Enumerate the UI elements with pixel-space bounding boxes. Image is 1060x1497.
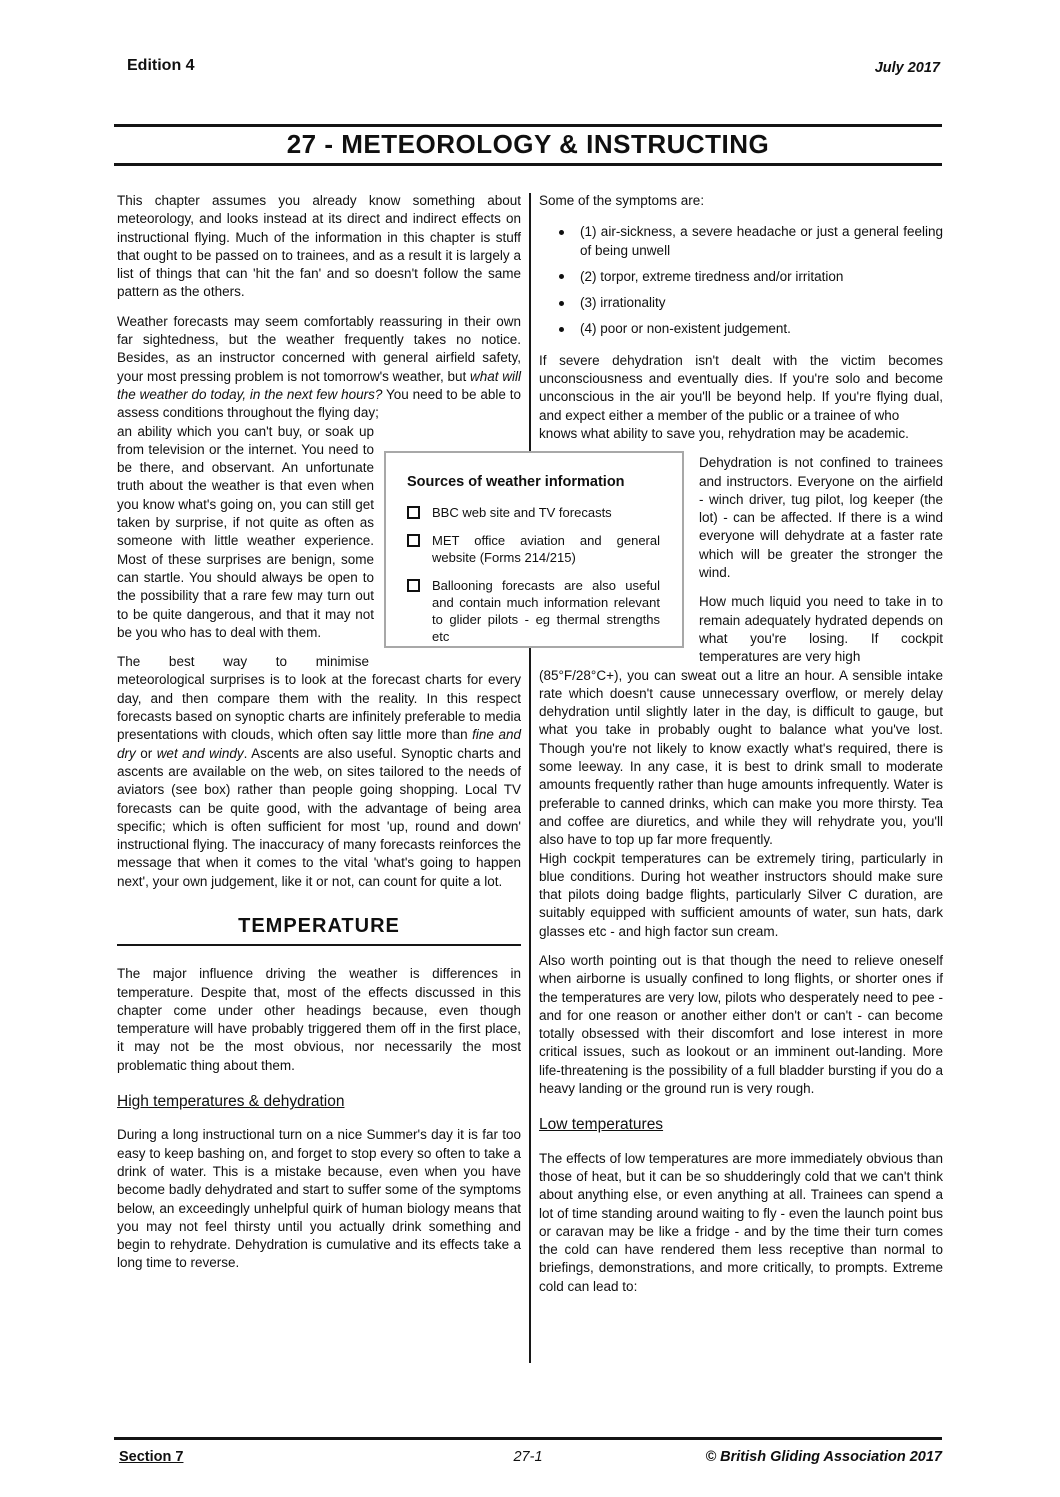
paragraph: [117, 671, 521, 891]
left-column: [117, 192, 521, 1284]
paragraph: During a long instructional turn on a nice Summer's day it is far too easy to keep bashing on, and forget to stop every so often to take a drink of water. This is a mistake because, even when you have become badly dehydrated and start to suffer some of the symptoms below, an exceedingly unhelpful quirk of human biology means that you may not feel thirsty until you actually drink something and begin to rehydrate. Dehydration is cumulative and its effects take a long time to reverse.: [117, 1127, 521, 1271]
footer-section: Section 7: [119, 1449, 184, 1465]
header-date: July 2017: [874, 60, 940, 76]
paragraph: (85°F/28°C+), you can sweat out a litre an hour. A sensible intake rate which doesn't cause unnecessary overflow, or merely delay dehydration until slightly later in the day, is difficult to gauge, but what you take in probably ought to balance what you've lost. Though you're not likely to know exactly what's required, there is some leeway. In any case, it is best to drink small to moderate amounts frequently rather than huge amounts infrequently. Water is preferable to canned drinks, which can make you more thirsty. Tea and coffee are diuretics, and while they will rehydrate you, you'll also have to top up far more frequently.: [539, 667, 943, 848]
paragraph-italic-text: fine and dry: [117, 727, 521, 761]
symptoms-list: [557, 223, 943, 338]
page-title: 27 - METEOROLOGY & INSTRUCTING: [286, 129, 770, 159]
checkbox-icon: [407, 579, 420, 592]
section-heading-temperature: TEMPERATURE: [238, 914, 400, 937]
paragraph-text: Weather forecasts may seem comfortably reassuring in their own far sightedness, but the weather frequently takes no notice. Besides, as an instructor concerned with general airfield safety, your most pressing problem is not tomorrow's weather, but: [117, 313, 521, 384]
header-edition: Edition 4: [127, 57, 195, 74]
subsection-heading-high-temperatures: High temperatures & dehydration: [117, 1093, 345, 1111]
info-box-item: [407, 504, 660, 521]
paragraph: The major influence driving the weather is differences in temperature. Despite that, most of the effects discussed in this chapter come under other headings because, even though temperature will have probably triggered them off in the first place, it may not be the most obvious, nor necessarily the most problematic thing about them.: [117, 966, 521, 1073]
footer-page-number: 27-1: [513, 1449, 543, 1465]
temperature-heading-rule: [117, 944, 521, 946]
paragraph-italic-text: what will the weather do today, in the next few hours?: [117, 368, 521, 402]
info-box-item: [407, 577, 660, 645]
paragraph: Also worth pointing out is that though the need to relieve oneself when airborne is usually confined to long flights, or shorter ones if the temperatures are very low, pilots who desperately need to pee - and for one reason or another either don't or can't - can become totally obsessed with their discomfort and lose interest in more critical issues, such as lookout or an imminent out-landing. More life-threatening is the possibility of a full bladder bursting if you do a heavy landing or the ground run is very rough.: [539, 952, 943, 1097]
paragraph: High cockpit temperatures can be extremely tiring, particularly in blue conditions. During hot weather instructors should make sure that pilots doing badge flights, particularly Silver C duration, are suitably equipped with sufficient amounts of water, sun hats, dark glasses etc - and high factor sun cream.: [539, 850, 943, 939]
paragraph-wrapped-beside-box: Dehydration is not confined to trainees and instructors. Everyone on the airfield - winch driver, tug pilot, log keeper (the lot) - can be affected. If there is a wind everyone will dehydrate at a faster rate which will be greater the stronger the wind.: [699, 455, 943, 581]
footer-copyright: © British Gliding Association 2017: [705, 1449, 942, 1465]
paragraph: The effects of low temperatures are more immediately obvious than those of heat, but it can be so shudderingly cold that we can't think about anything else, or even anything at all. Trainees can spend a lot of time standing around waiting to fly - even the launch point bus or caravan may be like a fridge - and by the time their turn comes the cold can have rendered them less receptive than normal to briefings, demonstrations, and more critically, to prompts. Extreme cold can lead to:: [539, 1150, 943, 1294]
checkbox-icon: [407, 534, 420, 547]
paragraph-wrapped-beside-box: knows what ability to save you, rehydration may be academic.: [539, 425, 909, 441]
info-box-title: Sources of weather information: [407, 474, 625, 490]
list-item-text: (1) air-sickness, a severe headache or just a general feeling of being unwell: [580, 224, 943, 258]
right-column: [539, 192, 943, 1307]
paragraph-first-line: The best way to minimise: [117, 654, 369, 670]
list-item: [557, 223, 943, 260]
title-rule-top: [114, 124, 942, 127]
paragraph: Some of the symptoms are:: [539, 193, 705, 208]
list-item-text: (2) torpor, extreme tiredness and/or irritation: [580, 268, 844, 284]
checkbox-icon: [407, 506, 420, 519]
bullet-icon: [559, 274, 564, 279]
list-item-text: (3) irrationality: [580, 295, 666, 311]
paragraph: This chapter assumes you already know something about meteorology, and looks instead at its direct and indirect effects on instructional flying. Much of the information in this chapter is stuff that ought to be passed on to trainees, and as a result it is largely a list of things that can 'hit the fan' and so doesn't follow the same pattern as the others.: [117, 193, 521, 300]
bullet-icon: [559, 327, 564, 332]
paragraph-wrapped-beside-box: How much liquid you need to take in to remain adequately hydrated depends on what you're losing. If cockpit temperatures are very high: [699, 594, 943, 665]
bullet-icon: [559, 301, 564, 306]
paragraph-wrapped-beside-box: an ability which you can't buy, or soak up from television or the internet. You need to be there, and observant. An unfortunate truth about the weather is that even when you know what's going on, you can still get taken by surprise, if not quite as often as someone with little weather experience. Most of these surprises are benign, some can startle. You should always be open to the possibility that a rare few may turn out to be quite dangerous, and that it may not be you who has to deal with them.: [117, 423, 374, 640]
list-item-text: (4) poor or non-existent judgement.: [580, 321, 791, 337]
paragraph: If severe dehydration isn't dealt with the victim becomes unconsciousness and eventually dies. If you're solo and become unconscious in the air you'll be beyond help. If you're flying dual, and expect either a member of the public or a trainee of who: [539, 352, 943, 423]
paragraph-text: . Ascents are also useful. Synoptic charts and ascents are available on the web, on sites tailored to the needs of aviators (see box) rather than people going shopping. Local TV forecasts can be quite good, with the advantage of being area specific; which is often sufficient for most 'up, round and down' instructional flying. The inaccuracy of many forecasts reinforces the message that when it comes to the vital 'what's going to happen next', your own judgement, like it or not, can count for quite a lot.: [117, 745, 521, 889]
list-item: [557, 294, 943, 312]
subsection-heading-low-temperatures: Low temperatures: [539, 1116, 664, 1134]
bullet-icon: [559, 230, 564, 235]
list-item: [557, 268, 943, 286]
list-item: [557, 320, 943, 338]
info-box-weather-sources: [384, 451, 684, 648]
info-box-item-text: Ballooning forecasts are also useful and contain much information relevant to glider pilots - eg thermal strengths etc: [432, 578, 660, 644]
info-box-item: [407, 532, 660, 566]
footer-rule: [114, 1437, 942, 1440]
paragraph: [117, 313, 521, 423]
column-divider: [529, 193, 531, 1363]
paragraph-text: or: [135, 745, 157, 761]
info-box-item-text: MET office aviation and general website (Forms 214/215): [432, 533, 660, 565]
title-rule-bottom: [114, 163, 942, 166]
paragraph-italic-text: wet and windy: [156, 745, 244, 761]
info-box-item-text: BBC web site and TV forecasts: [432, 505, 612, 520]
paragraph-text: meteorological surprises is to look at the forecast charts for every day, and then compare them with the reality. In this respect forecasts based on synoptic charts are infinitely preferable to media presentations with clouds, which often say little more than: [117, 672, 521, 743]
paragraph-text: You need to be able to assess conditions throughout the flying day;: [117, 386, 521, 421]
